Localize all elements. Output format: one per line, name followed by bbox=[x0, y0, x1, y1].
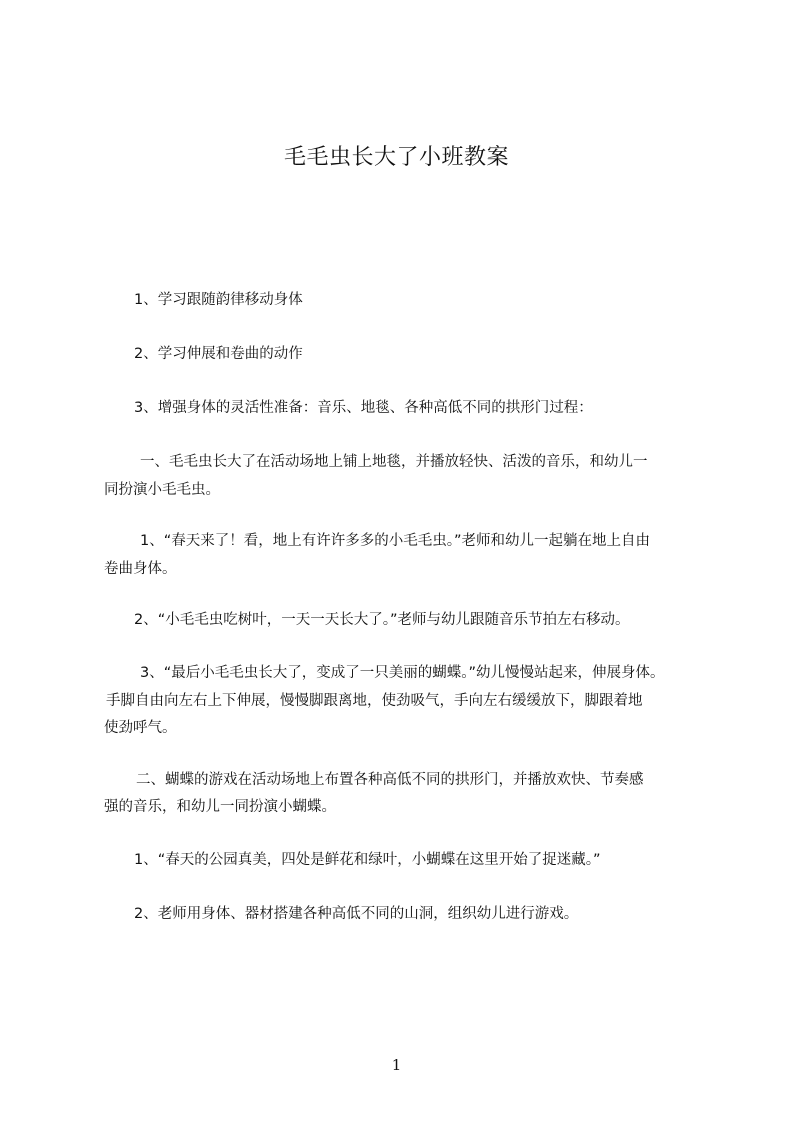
section-two-heading-cont: 强的音乐，和幼儿一同扮演小蝴蝶。 bbox=[104, 799, 336, 815]
section-one-step: 3、“最后小毛毛虫长大了，变成了一只美丽的蝴蝶。”幼儿慢慢站起来，伸展身体。 bbox=[140, 665, 665, 681]
section-two-heading: 二、蝴蝶的游戏在活动场地上布置各种高低不同的拱形门，并播放欢快、节奏感 bbox=[136, 772, 644, 788]
section-one-step-cont: 使劲呼气。 bbox=[104, 720, 177, 736]
goal-item: 2、学习伸展和卷曲的动作 bbox=[134, 346, 303, 362]
goal-item: 1、学习跟随韵律移动身体 bbox=[134, 292, 303, 308]
section-one-heading: 一、毛毛虫长大了在活动场地上铺上地毯，并播放轻快、活泼的音乐，和幼儿一 bbox=[140, 454, 648, 470]
goal-item: 3、增强身体的灵活性准备：音乐、地毯、各种高低不同的拱形门过程： bbox=[134, 400, 593, 416]
document-title: 毛毛虫长大了小班教案 bbox=[283, 145, 509, 170]
section-one-step: 2、“小毛毛虫吃树叶，一天一天长大了。”老师与幼儿跟随音乐节拍左右移动。 bbox=[134, 612, 630, 628]
section-one-step-cont: 手脚自由向左右上下伸展，慢慢脚跟离地，使劲吸气，手向左右缓缓放下，脚跟着地 bbox=[106, 693, 643, 709]
section-one-step: 1、“春天来了！看，地上有许许多多的小毛毛虫。”老师和幼儿一起躺在地上自由 bbox=[140, 533, 650, 549]
section-two-step: 1、“春天的公园真美，四处是鲜花和绿叶，小蝴蝶在这里开始了捉迷藏。” bbox=[134, 852, 601, 868]
section-one-heading-cont: 同扮演小毛毛虫。 bbox=[104, 482, 220, 498]
section-two-step: 2、老师用身体、器材搭建各种高低不同的山洞，组织幼儿进行游戏。 bbox=[134, 906, 579, 922]
page-number: 1 bbox=[391, 1056, 402, 1074]
section-one-step-cont: 卷曲身体。 bbox=[104, 561, 177, 577]
